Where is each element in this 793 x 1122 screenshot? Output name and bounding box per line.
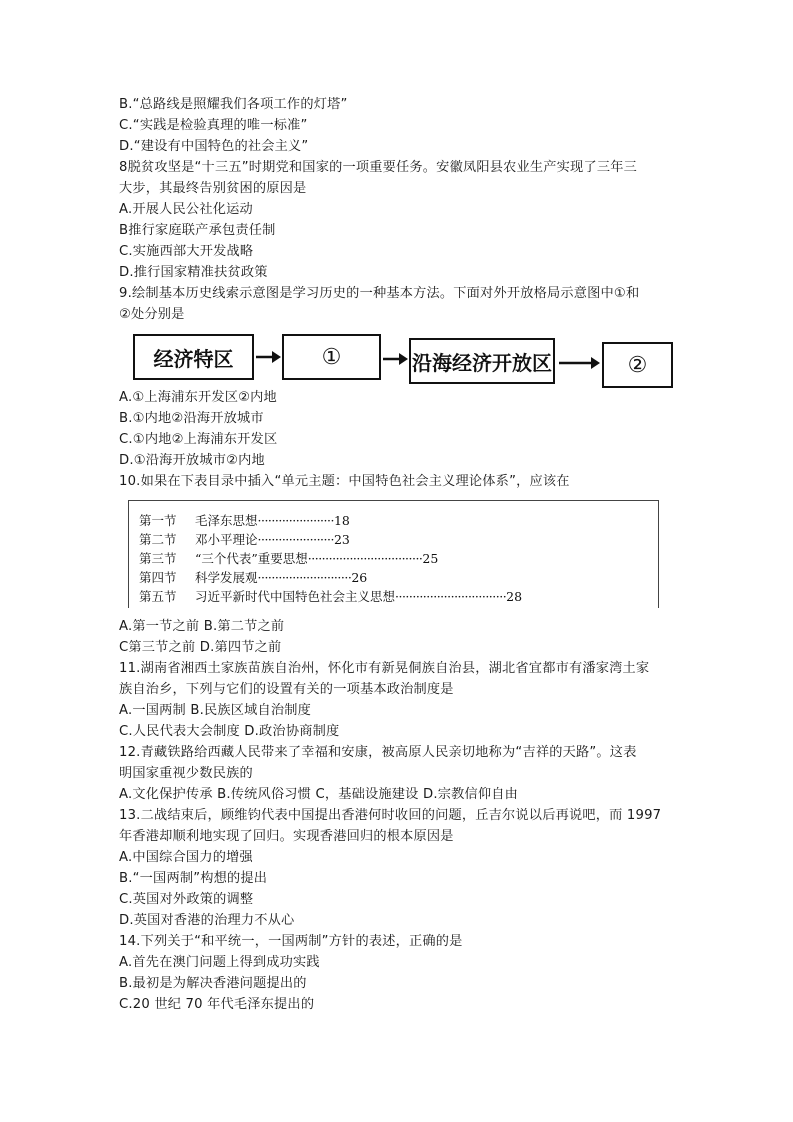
toc-leader: ······················: [257, 532, 334, 547]
option-line: C.实施西部大开发战略: [119, 244, 254, 259]
toc-section: 第二节: [139, 532, 177, 547]
question-14-stem: 14.下列关于“和平统一，一国两制”方针的表述，正确的是: [119, 934, 463, 949]
flow-box-special-economic-zones: 经济特区: [133, 334, 254, 380]
option-line: A.中国综合国力的增强: [119, 850, 253, 865]
toc-leader: ···························: [257, 570, 352, 585]
option-line: A.文化保护传承 B.传统风俗习惯 C，基础设施建设 D.宗教信仰自由: [119, 787, 519, 802]
question-13-stem: 13.二战结束后，顾维钧代表中国提出香港何时收回的问题，丘吉尔说以后再说吧，而 1997: [119, 808, 662, 823]
toc-page: 23: [333, 532, 350, 547]
question-10-stem: 10.如果在下表目录中插入“单元主题：中国特色社会主义理论体系”，应该在: [119, 474, 570, 489]
option-line: A.第一节之前 B.第二节之前: [119, 619, 285, 634]
text-line: 明国家重视少数民族的: [119, 766, 253, 781]
arrow-right-icon: [254, 348, 282, 366]
option-line: A.首先在澳门问题上得到成功实践: [119, 955, 320, 970]
flow-box-blank-2: ②: [602, 342, 673, 388]
toc-title: 科学发展观: [195, 570, 258, 585]
text-line: D.“建设有中国特色的社会主义”: [119, 139, 309, 154]
toc-leader: ·································: [307, 551, 423, 566]
option-line: B.“一国两制”构想的提出: [119, 871, 268, 886]
text-line: C.“实践是检验真理的唯一标准”: [119, 118, 308, 133]
arrow-right-icon: [557, 354, 601, 372]
text-line: 年香港却顺利地实现了回归。实现香港回归的根本原因是: [119, 829, 454, 844]
toc-page: 25: [422, 551, 439, 566]
option-line: B.①内地②沿海开放城市: [119, 411, 264, 426]
text-line: ②处分别是: [119, 307, 185, 322]
question-8-stem: 8脱贫攻坚是“十三五”时期党和国家的一项重要任务。安徽凤阳县农业生产实现了三年三: [119, 160, 637, 175]
toc-page: 28: [506, 589, 523, 604]
option-line: D.推行国家精准扶贫政策: [119, 265, 268, 280]
option-line: C.①内地②上海浦东开发区: [119, 432, 278, 447]
question-9-stem: 9.绘制基本历史线索示意图是学习历史的一种基本方法。下面对外开放格局示意图中①和: [119, 286, 640, 301]
option-line: D.①沿海开放城市②内地: [119, 453, 265, 468]
arrow-right-icon: [381, 350, 409, 368]
option-line: C.英国对外政策的调整: [119, 892, 254, 907]
toc-title: 习近平新时代中国特色社会主义思想: [195, 589, 396, 604]
text-line: 大步，其最终告别贫困的原因是: [119, 181, 307, 196]
flow-box-coastal-open-zones: 沿海经济开放区: [409, 338, 555, 384]
flow-box-blank-1: ①: [282, 334, 381, 380]
question-11-stem: 11.湖南省湘西土家族苗族自治州，怀化市有新晃侗族自治县，湖北省宜都市有潘家湾土家: [119, 661, 650, 676]
option-line: B推行家庭联产承包责任制: [119, 223, 276, 238]
toc-leader: ································: [395, 589, 507, 604]
option-line: C.20 世纪 70 年代毛泽东提出的: [119, 997, 315, 1012]
table-of-contents: [128, 500, 659, 608]
toc-leader: ······················: [257, 513, 334, 528]
option-line: C第三节之前 D.第四节之前: [119, 640, 282, 655]
opening-up-flow-diagram: [133, 334, 673, 388]
text-line: B.“总路线是照耀我们各项工作的灯塔”: [119, 97, 348, 112]
toc-section: 第三节: [139, 551, 177, 566]
toc-page: 18: [333, 513, 350, 528]
option-line: C.人民代表大会制度 D.政治协商制度: [119, 724, 340, 739]
toc-title: 邓小平理论: [195, 532, 258, 547]
toc-section: 第一节: [139, 513, 177, 528]
option-line: A.一国两制 B.民族区域自治制度: [119, 703, 312, 718]
option-line: B.最初是为解决香港问题提出的: [119, 976, 307, 991]
toc-section: 第五节: [139, 589, 177, 604]
option-line: A.开展人民公社化运动: [119, 202, 253, 217]
toc-row: [139, 568, 367, 586]
option-line: A.①上海浦东开发区②内地: [119, 390, 277, 405]
option-line: D.英国对香港的治理力不从心: [119, 913, 295, 928]
toc-row: [139, 549, 438, 567]
text-line: 族自治乡，下列与它们的设置有关的一项基本政治制度是: [119, 682, 454, 697]
toc-row: [139, 511, 350, 529]
toc-section: 第四节: [139, 570, 177, 585]
question-12-stem: 12.青藏铁路给西藏人民带来了幸福和安康，被高原人民亲切地称为“吉祥的天路”。这表: [119, 745, 637, 760]
toc-row: [139, 530, 350, 548]
toc-title: 毛泽东思想: [195, 513, 258, 528]
toc-row: [139, 587, 522, 605]
toc-title: “三个代表”重要思想: [195, 551, 308, 566]
toc-page: 26: [351, 570, 368, 585]
